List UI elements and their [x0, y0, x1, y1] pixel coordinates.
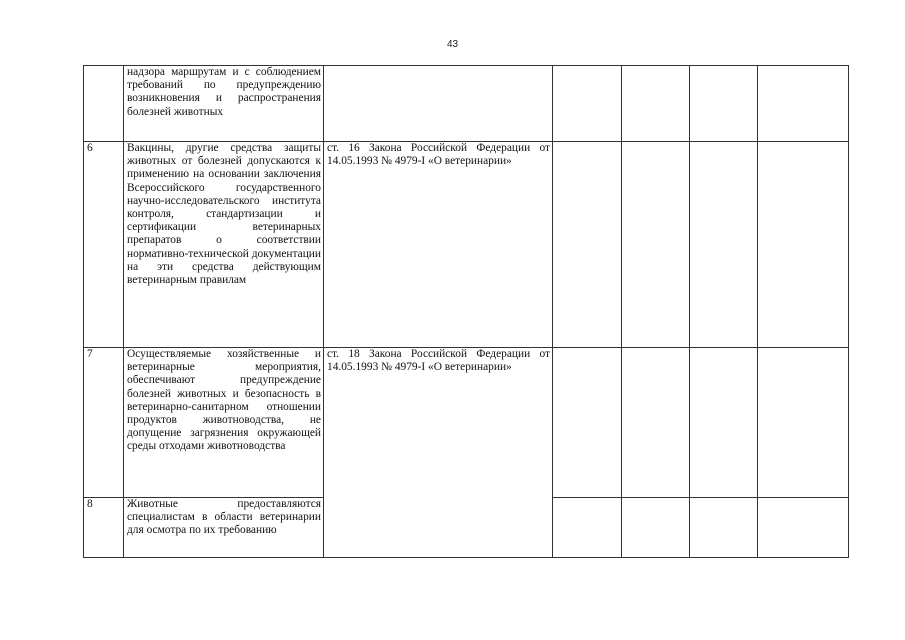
empty-cell — [690, 348, 758, 498]
empty-cell — [758, 142, 849, 348]
empty-cell — [622, 348, 690, 498]
row-number: 7 — [84, 348, 124, 498]
requirement-text: Животные предоставляются специалистам в области ветеринарии для осмотра по их требованию — [127, 498, 321, 537]
requirement-cell — [124, 348, 324, 498]
legal-basis-cell — [324, 348, 553, 558]
legal-basis-cell — [324, 142, 553, 348]
empty-cell — [553, 348, 622, 498]
legal-basis-cell — [324, 66, 553, 142]
empty-cell — [553, 142, 622, 348]
table-row — [84, 66, 849, 142]
empty-cell — [553, 498, 622, 558]
requirement-cell — [124, 498, 324, 558]
row-number — [84, 66, 124, 142]
empty-cell — [622, 142, 690, 348]
requirement-text: Осуществляемые хозяйственные и ветеринарные мероприятия, обеспечивают предупреждение болезней животных и безопасность в ветеринарно-санитарном отношении продуктов животноводства, не допущение загрязнения окружающей среды отходами животноводства — [127, 348, 321, 453]
row-number: 8 — [84, 498, 124, 558]
requirement-cell — [124, 142, 324, 348]
empty-cell — [758, 348, 849, 498]
empty-cell — [758, 498, 849, 558]
legal-basis-text: ст. 16 Закона Российской Федерации от 14.05.1993 № 4979-I «О ветеринарии» — [327, 142, 550, 168]
requirements-table — [83, 65, 849, 558]
requirement-text: надзора маршрутам и с соблюдением требований по предупреждению возникновения и распространения болезней животных — [127, 66, 321, 118]
empty-cell — [690, 142, 758, 348]
empty-cell — [553, 66, 622, 142]
requirement-cell — [124, 66, 324, 142]
table-row — [84, 348, 849, 498]
empty-cell — [622, 66, 690, 142]
empty-cell — [758, 66, 849, 142]
page-number: 43 — [446, 39, 459, 50]
empty-cell — [690, 498, 758, 558]
requirement-text: Вакцины, другие средства защиты животных от болезней допускаются к применению на основании заключения Всероссийского государственного научно-исследовательского института контроля, стандартизации и сертификации ветеринарных препаратов о соответствии нормативно-технической документации на эти средства действующим ветеринарным правилам — [127, 142, 321, 287]
legal-basis-text: ст. 18 Закона Российской Федерации от 14.05.1993 № 4979-I «О ветеринарии» — [327, 348, 550, 374]
table-row — [84, 142, 849, 348]
empty-cell — [690, 66, 758, 142]
empty-cell — [622, 498, 690, 558]
row-number: 6 — [84, 142, 124, 348]
